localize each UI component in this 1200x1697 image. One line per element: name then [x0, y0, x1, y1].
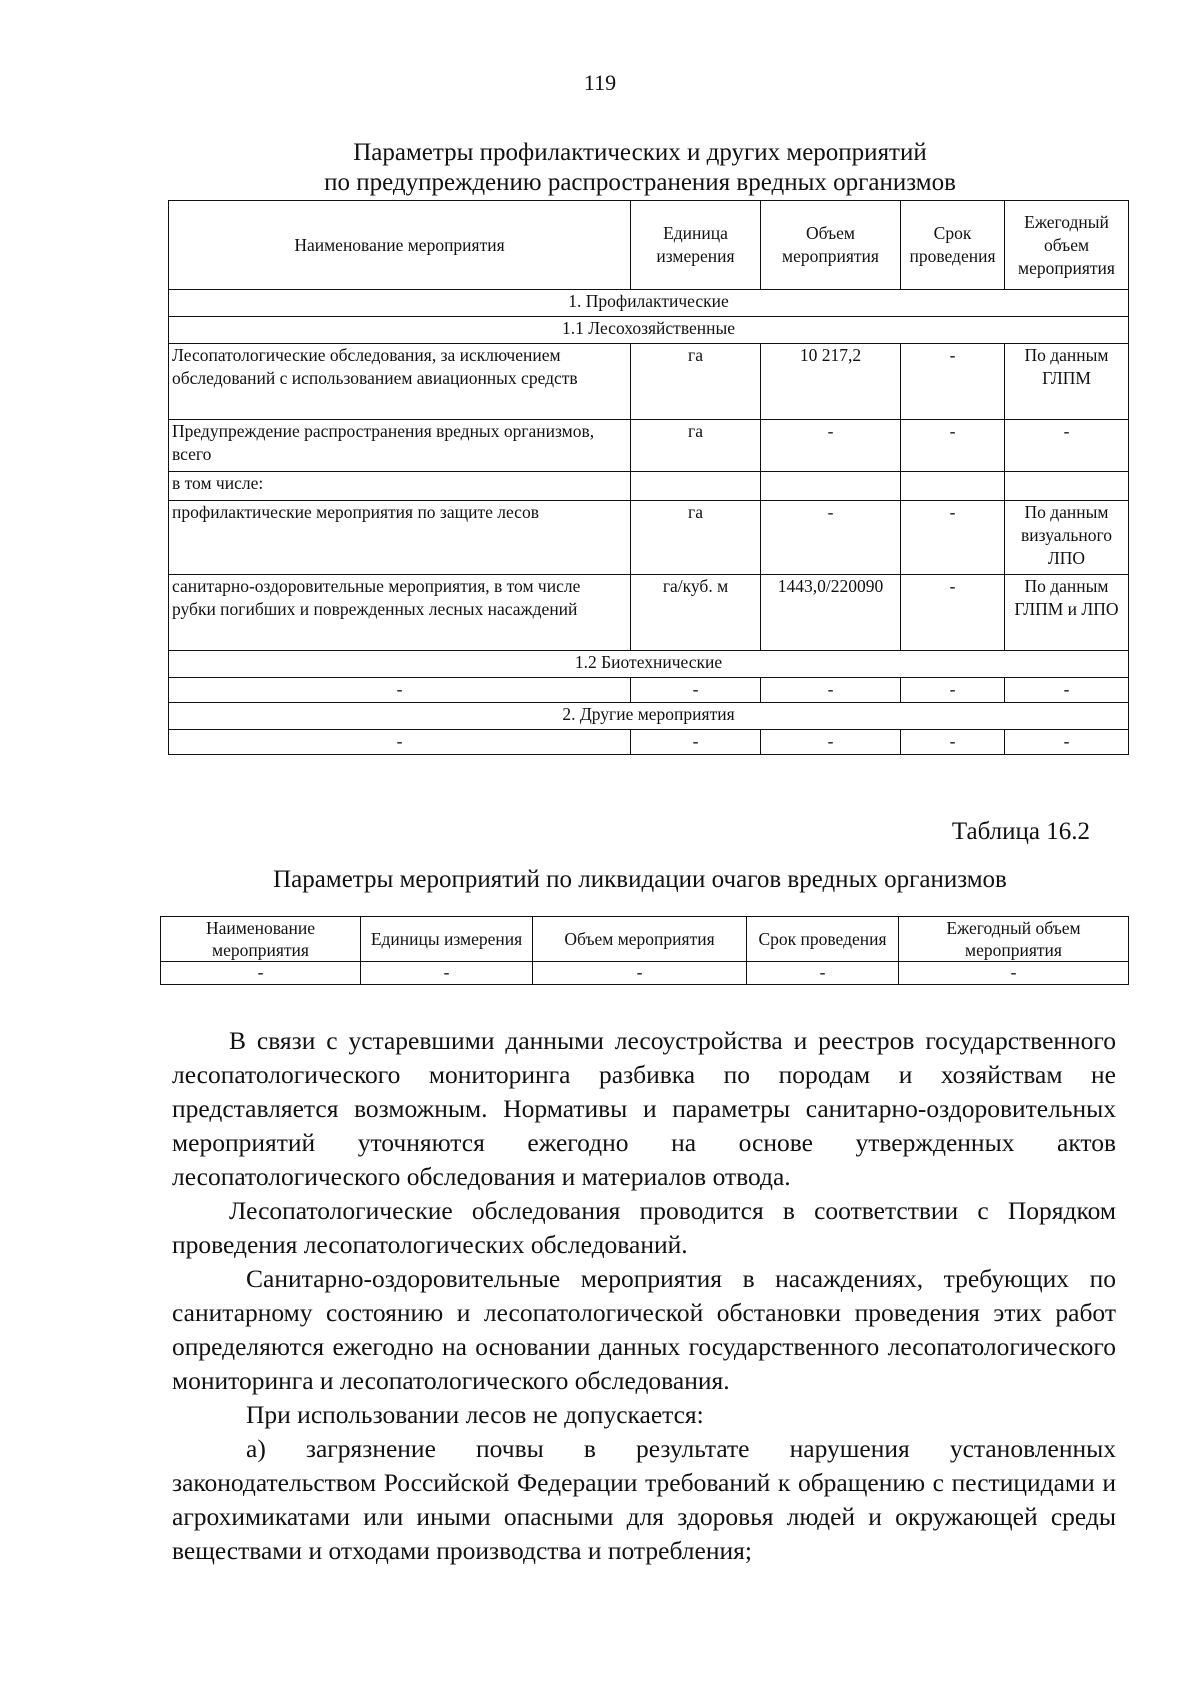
header-volume: Объем мероприятия	[761, 201, 901, 290]
table-row	[169, 575, 1129, 651]
cell-volume: 10 217,2	[761, 344, 901, 420]
cell-unit	[631, 472, 761, 501]
cell-term: -	[901, 730, 1005, 755]
table-row	[169, 344, 1129, 420]
table2-title: Параметры мероприятий по ликвидации очагов вредных организмов	[273, 866, 1007, 893]
cell-volume: -	[761, 501, 901, 575]
section-label: 2. Другие мероприятия	[169, 703, 1129, 730]
cell-unit: га	[631, 420, 761, 472]
cell-unit: -	[631, 678, 761, 703]
cell-unit: га	[631, 344, 761, 420]
header-term: Срок проведения	[747, 917, 899, 962]
section-label: 1. Профилактические	[169, 290, 1129, 317]
page-number: 119	[583, 70, 617, 95]
cell-annual	[1005, 472, 1129, 501]
liquidation-measures-table	[160, 916, 1129, 985]
cell-volume: -	[533, 962, 747, 985]
cell-term: -	[901, 575, 1005, 651]
cell-name: в том числе:	[169, 472, 631, 501]
paragraph: Санитарно-оздоровительные мероприятия в насаждениях, требующих по санитарному состоянию и лесопатологической обстановки проведения этих работ определяются ежегодно на основании данных государственного лесопатологического мониторинга и лесопатологического обследования.	[172, 1264, 1116, 1395]
paragraph: В связи с устаревшими данными лесоустройства и реестров государственного лесопатологического мониторинга разбивка по породам и хозяйствам не представляется возможным. Нормативы и параметры санитарно-оздоровительных мероприятий уточняются ежегодно на основе утвержденных актов лесопатологического обследования и материалов отвода.	[172, 1026, 1116, 1191]
cell-unit: -	[631, 730, 761, 755]
table-caption: Таблица 16.2	[951, 818, 1090, 845]
table-header-row	[169, 201, 1129, 290]
cell-unit: -	[361, 962, 533, 985]
section-row	[169, 703, 1129, 730]
paragraph: а) загрязнение почвы в результате нарушения установленных законодательством Российской Федерации требований к обращению с пестицидами и агрохимикатами или иными опасными для здоровья людей и окружающей среды веществами и отходами производства и потребления;	[172, 1434, 1116, 1565]
paragraph: Лесопатологические обследования проводится в соответствии с Порядком проведения лесопатологических обследований.	[172, 1196, 1116, 1259]
section-label: 1.2 Биотехнические	[169, 651, 1129, 678]
header-volume: Объем мероприятия	[533, 917, 747, 962]
cell-term: -	[901, 420, 1005, 472]
header-unit: Единицы измерения	[361, 917, 533, 962]
section-row	[169, 317, 1129, 344]
cell-name: Лесопатологические обследования, за исключением обследований с использованием авиационных средств	[169, 344, 631, 420]
table-header-row	[161, 917, 1129, 962]
cell-annual: -	[899, 962, 1129, 985]
cell-volume: -	[761, 678, 901, 703]
cell-term: -	[901, 501, 1005, 575]
header-term: Срок проведения	[901, 201, 1005, 290]
section-row	[169, 651, 1129, 678]
table-row	[169, 501, 1129, 575]
table-row	[161, 962, 1129, 985]
section-label: 1.1 Лесохозяйственные	[169, 317, 1129, 344]
header-annual: Ежегодный объем мероприятия	[1005, 201, 1129, 290]
cell-annual: По данным ГЛПМ и ЛПО	[1005, 575, 1129, 651]
cell-annual: -	[1005, 678, 1129, 703]
paragraph: При использовании лесов не допускается:	[246, 1400, 704, 1429]
cell-name: -	[169, 678, 631, 703]
cell-name: -	[169, 730, 631, 755]
header-name: Наименование мероприятия	[169, 201, 631, 290]
cell-unit: га	[631, 501, 761, 575]
table-row	[169, 420, 1129, 472]
header-name: Наименование мероприятия	[161, 917, 361, 962]
cell-annual: -	[1005, 730, 1129, 755]
cell-term: -	[901, 678, 1005, 703]
body-text	[172, 1024, 1116, 1568]
table1-title-line1: Параметры профилактических и других мероприятий	[353, 139, 927, 166]
cell-name: -	[161, 962, 361, 985]
table-row	[169, 730, 1129, 755]
header-annual: Ежегодный объем мероприятия	[899, 917, 1129, 962]
cell-annual: По данным ГЛПМ	[1005, 344, 1129, 420]
cell-annual: -	[1005, 420, 1129, 472]
table1-title-line2: по предупреждению распространения вредных организмов	[324, 169, 956, 196]
cell-name: Предупреждение распространения вредных организмов, всего	[169, 420, 631, 472]
cell-volume: -	[761, 420, 901, 472]
table1-title	[150, 138, 1130, 198]
cell-volume: 1443,0/220090	[761, 575, 901, 651]
cell-annual: По данным визуального ЛПО	[1005, 501, 1129, 575]
cell-name: санитарно-оздоровительные мероприятия, в том числе рубки погибших и поврежденных лесных насаждений	[169, 575, 631, 651]
cell-term: -	[901, 344, 1005, 420]
cell-name: профилактические мероприятия по защите лесов	[169, 501, 631, 575]
table-row	[169, 472, 1129, 501]
header-unit: Единица измерения	[631, 201, 761, 290]
table-row	[169, 678, 1129, 703]
cell-volume	[761, 472, 901, 501]
cell-unit: га/куб. м	[631, 575, 761, 651]
section-row	[169, 290, 1129, 317]
prevention-measures-table	[168, 200, 1129, 755]
cell-term: -	[747, 962, 899, 985]
cell-term	[901, 472, 1005, 501]
cell-volume: -	[761, 730, 901, 755]
